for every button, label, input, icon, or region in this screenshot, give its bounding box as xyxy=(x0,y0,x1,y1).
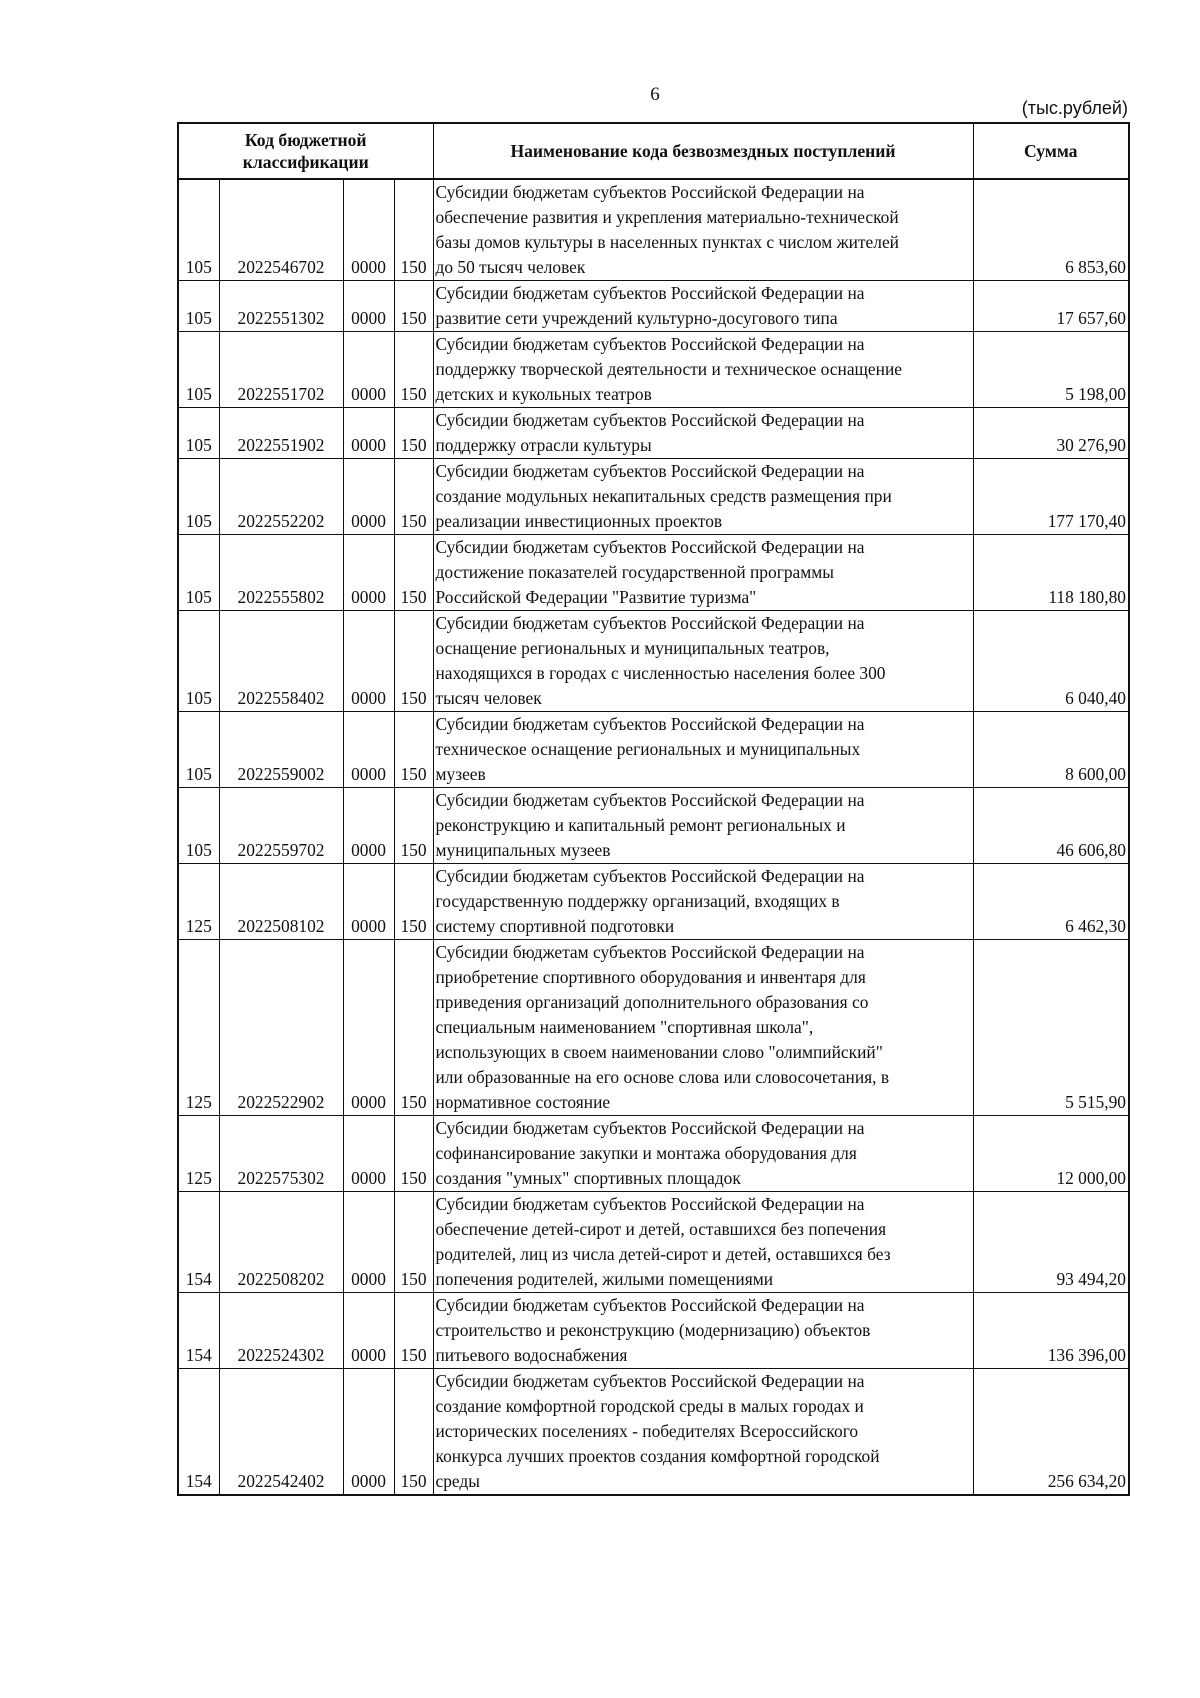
subcode-cell: 0000 xyxy=(343,281,394,332)
sum-cell: 6 853,60 xyxy=(973,179,1129,281)
revenue-name-line: музеев xyxy=(435,764,486,784)
revenue-name-line: Субсидии бюджетам субъектов Российской Федерации на xyxy=(435,1118,865,1138)
type-code-cell: 150 xyxy=(394,1293,433,1369)
revenue-name-line: Субсидии бюджетам субъектов Российской Федерации на xyxy=(435,537,865,557)
revenue-name-line: муниципальных музеев xyxy=(435,840,611,860)
table-row xyxy=(178,459,1129,535)
sum-cell: 5 198,00 xyxy=(973,332,1129,408)
header-name: Наименование кода безвозмездных поступлений xyxy=(433,123,973,179)
type-code-cell: 150 xyxy=(394,1369,433,1496)
sum-cell: 8 600,00 xyxy=(973,712,1129,788)
budget-code-cell: 2022546702 xyxy=(219,179,343,281)
revenue-name-line: оснащение региональных и муниципальных театров, xyxy=(435,638,830,658)
subcode-cell: 0000 xyxy=(343,712,394,788)
revenue-name-line: создания "умных" спортивных площадок xyxy=(435,1168,741,1188)
subcode-cell: 0000 xyxy=(343,332,394,408)
table-row xyxy=(178,281,1129,332)
subcode-cell: 0000 xyxy=(343,940,394,1116)
revenue-name-cell xyxy=(433,535,973,611)
type-code-cell: 150 xyxy=(394,611,433,712)
admin-code-cell: 154 xyxy=(178,1369,219,1496)
type-code-cell: 150 xyxy=(394,332,433,408)
revenue-name-cell xyxy=(433,1192,973,1293)
table-row xyxy=(178,864,1129,940)
subcode-cell: 0000 xyxy=(343,1369,394,1496)
admin-code-cell: 154 xyxy=(178,1192,219,1293)
revenue-name-line: создание модульных некапитальных средств размещения при xyxy=(435,486,892,506)
revenue-name-line: Субсидии бюджетам субъектов Российской Федерации на xyxy=(435,1194,865,1214)
revenue-name-cell xyxy=(433,611,973,712)
revenue-name-line: среды xyxy=(435,1471,480,1491)
revenue-name-line: развитие сети учреждений культурно-досугового типа xyxy=(435,308,838,328)
revenue-name-cell xyxy=(433,1116,973,1192)
table-row xyxy=(178,408,1129,459)
budget-code-cell: 2022558402 xyxy=(219,611,343,712)
budget-code-cell: 2022524302 xyxy=(219,1293,343,1369)
admin-code-cell: 105 xyxy=(178,459,219,535)
type-code-cell: 150 xyxy=(394,281,433,332)
revenue-name-line: Субсидии бюджетам субъектов Российской Федерации на xyxy=(435,714,865,734)
table-row xyxy=(178,1369,1129,1496)
table-row xyxy=(178,179,1129,281)
revenue-name-line: Субсидии бюджетам субъектов Российской Федерации на xyxy=(435,410,865,430)
table-row xyxy=(178,788,1129,864)
admin-code-cell: 105 xyxy=(178,408,219,459)
revenue-name-line: поддержку творческой деятельности и техническое оснащение xyxy=(435,359,902,379)
revenue-name-cell xyxy=(433,788,973,864)
sum-cell: 6 040,40 xyxy=(973,611,1129,712)
revenue-name-cell xyxy=(433,864,973,940)
revenue-name-line: Субсидии бюджетам субъектов Российской Федерации на xyxy=(435,1295,865,1315)
revenue-name-line: строительство и реконструкцию (модернизацию) объектов xyxy=(435,1320,871,1340)
revenue-name-cell xyxy=(433,1293,973,1369)
revenue-name-line: Субсидии бюджетам субъектов Российской Федерации на xyxy=(435,1371,865,1391)
admin-code-cell: 105 xyxy=(178,281,219,332)
budget-code-cell: 2022551902 xyxy=(219,408,343,459)
admin-code-cell: 105 xyxy=(178,712,219,788)
type-code-cell: 150 xyxy=(394,788,433,864)
budget-code-cell: 2022559002 xyxy=(219,712,343,788)
revenue-name-line: исторических поселениях - победителях Всероссийского xyxy=(435,1421,859,1441)
sum-cell: 177 170,40 xyxy=(973,459,1129,535)
budget-code-cell: 2022508202 xyxy=(219,1192,343,1293)
subcode-cell: 0000 xyxy=(343,1116,394,1192)
revenue-name-line: Субсидии бюджетам субъектов Российской Федерации на xyxy=(435,866,865,886)
table-row xyxy=(178,535,1129,611)
budget-code-cell: 2022508102 xyxy=(219,864,343,940)
table-row xyxy=(178,1293,1129,1369)
sum-cell: 6 462,30 xyxy=(973,864,1129,940)
subcode-cell: 0000 xyxy=(343,459,394,535)
type-code-cell: 150 xyxy=(394,864,433,940)
table-row xyxy=(178,1192,1129,1293)
table-row xyxy=(178,712,1129,788)
revenue-name-line: находящихся в городах с численностью населения более 300 xyxy=(435,663,886,683)
revenue-name-cell xyxy=(433,408,973,459)
revenue-name-line: приобретение спортивного оборудования и инвентаря для xyxy=(435,967,866,987)
admin-code-cell: 125 xyxy=(178,864,219,940)
revenue-name-line: Субсидии бюджетам субъектов Российской Федерации на xyxy=(435,334,865,354)
budget-code-cell: 2022559702 xyxy=(219,788,343,864)
revenue-name-line: питьевого водоснабжения xyxy=(435,1345,628,1365)
revenue-name-line: детских и кукольных театров xyxy=(435,384,652,404)
type-code-cell: 150 xyxy=(394,408,433,459)
revenue-name-cell xyxy=(433,940,973,1116)
subcode-cell: 0000 xyxy=(343,408,394,459)
revenue-name-line: обеспечение развития и укрепления материально-технической xyxy=(435,207,899,227)
revenue-name-cell xyxy=(433,459,973,535)
revenue-name-line: Российской Федерации "Развитие туризма" xyxy=(435,587,757,607)
sum-cell: 136 396,00 xyxy=(973,1293,1129,1369)
header-code: Код бюджетной классификации xyxy=(178,123,433,179)
type-code-cell: 150 xyxy=(394,179,433,281)
revenue-name-line: родителей, лиц из числа детей-сирот и детей, оставшихся без xyxy=(435,1244,891,1264)
revenue-name-line: конкурса лучших проектов создания комфортной городской xyxy=(435,1446,880,1466)
admin-code-cell: 105 xyxy=(178,179,219,281)
table-header-row xyxy=(178,123,1129,179)
sum-cell: 256 634,20 xyxy=(973,1369,1129,1496)
revenue-name-cell xyxy=(433,712,973,788)
budget-table xyxy=(177,122,1130,1496)
type-code-cell: 150 xyxy=(394,459,433,535)
admin-code-cell: 125 xyxy=(178,940,219,1116)
sum-cell: 12 000,00 xyxy=(973,1116,1129,1192)
type-code-cell: 150 xyxy=(394,1192,433,1293)
revenue-name-line: базы домов культуры в населенных пунктах с числом жителей xyxy=(435,232,899,252)
subcode-cell: 0000 xyxy=(343,1192,394,1293)
revenue-name-cell xyxy=(433,281,973,332)
revenue-name-line: достижение показателей государственной программы xyxy=(435,562,834,582)
revenue-name-cell xyxy=(433,332,973,408)
budget-code-cell: 2022552202 xyxy=(219,459,343,535)
subcode-cell: 0000 xyxy=(343,611,394,712)
type-code-cell: 150 xyxy=(394,1116,433,1192)
revenue-name-line: Субсидии бюджетам субъектов Российской Федерации на xyxy=(435,942,865,962)
revenue-name-line: Субсидии бюджетам субъектов Российской Федерации на xyxy=(435,461,865,481)
revenue-name-line: реконструкцию и капитальный ремонт региональных и xyxy=(435,815,846,835)
revenue-name-cell xyxy=(433,1369,973,1496)
subcode-cell: 0000 xyxy=(343,864,394,940)
revenue-name-line: до 50 тысяч человек xyxy=(435,257,586,277)
type-code-cell: 150 xyxy=(394,535,433,611)
revenue-name-cell xyxy=(433,179,973,281)
table-row xyxy=(178,611,1129,712)
type-code-cell: 150 xyxy=(394,940,433,1116)
subcode-cell: 0000 xyxy=(343,535,394,611)
units-label: (тыс.рублей) xyxy=(1021,98,1128,118)
revenue-name-line: приведения организаций дополнительного образования со xyxy=(435,992,869,1012)
sum-cell: 46 606,80 xyxy=(973,788,1129,864)
budget-code-cell: 2022522902 xyxy=(219,940,343,1116)
revenue-name-line: поддержку отрасли культуры xyxy=(435,435,652,455)
admin-code-cell: 154 xyxy=(178,1293,219,1369)
table-row xyxy=(178,940,1129,1116)
sum-cell: 5 515,90 xyxy=(973,940,1129,1116)
budget-code-cell: 2022542402 xyxy=(219,1369,343,1496)
table-row xyxy=(178,332,1129,408)
admin-code-cell: 105 xyxy=(178,535,219,611)
revenue-name-line: нормативное состояние xyxy=(435,1092,611,1112)
subcode-cell: 0000 xyxy=(343,788,394,864)
revenue-name-line: реализации инвестиционных проектов xyxy=(435,511,723,531)
budget-code-cell: 2022551702 xyxy=(219,332,343,408)
header-sum: Сумма xyxy=(973,123,1129,179)
revenue-name-line: использующих в своем наименовании слово "олимпийский" xyxy=(435,1042,883,1062)
table-row xyxy=(178,1116,1129,1192)
revenue-name-line: создание комфортной городской среды в малых городах и xyxy=(435,1396,864,1416)
revenue-name-line: тысяч человек xyxy=(435,688,542,708)
subcode-cell: 0000 xyxy=(343,1293,394,1369)
admin-code-cell: 105 xyxy=(178,611,219,712)
revenue-name-line: Субсидии бюджетам субъектов Российской Федерации на xyxy=(435,182,865,202)
sum-cell: 118 180,80 xyxy=(973,535,1129,611)
budget-code-cell: 2022551302 xyxy=(219,281,343,332)
admin-code-cell: 125 xyxy=(178,1116,219,1192)
page-number: 6 xyxy=(650,84,660,105)
revenue-name-line: софинансирование закупки и монтажа оборудования для xyxy=(435,1143,857,1163)
sum-cell: 93 494,20 xyxy=(973,1192,1129,1293)
revenue-name-line: Субсидии бюджетам субъектов Российской Федерации на xyxy=(435,790,865,810)
budget-code-cell: 2022575302 xyxy=(219,1116,343,1192)
revenue-name-line: систему спортивной подготовки xyxy=(435,916,675,936)
revenue-name-line: специальным наименованием "спортивная школа", xyxy=(435,1017,814,1037)
type-code-cell: 150 xyxy=(394,712,433,788)
admin-code-cell: 105 xyxy=(178,332,219,408)
revenue-name-line: государственную поддержку организаций, входящих в xyxy=(435,891,840,911)
revenue-name-line: обеспечение детей-сирот и детей, оставшихся без попечения xyxy=(435,1219,887,1239)
budget-code-cell: 2022555802 xyxy=(219,535,343,611)
revenue-name-line: Субсидии бюджетам субъектов Российской Федерации на xyxy=(435,283,865,303)
revenue-name-line: Субсидии бюджетам субъектов Российской Федерации на xyxy=(435,613,865,633)
sum-cell: 17 657,60 xyxy=(973,281,1129,332)
revenue-name-line: или образованные на его основе слова или словосочетания, в xyxy=(435,1067,890,1087)
subcode-cell: 0000 xyxy=(343,179,394,281)
revenue-name-line: техническое оснащение региональных и муниципальных xyxy=(435,739,861,759)
sum-cell: 30 276,90 xyxy=(973,408,1129,459)
revenue-name-line: попечения родителей, жилыми помещениями xyxy=(435,1269,774,1289)
admin-code-cell: 105 xyxy=(178,788,219,864)
